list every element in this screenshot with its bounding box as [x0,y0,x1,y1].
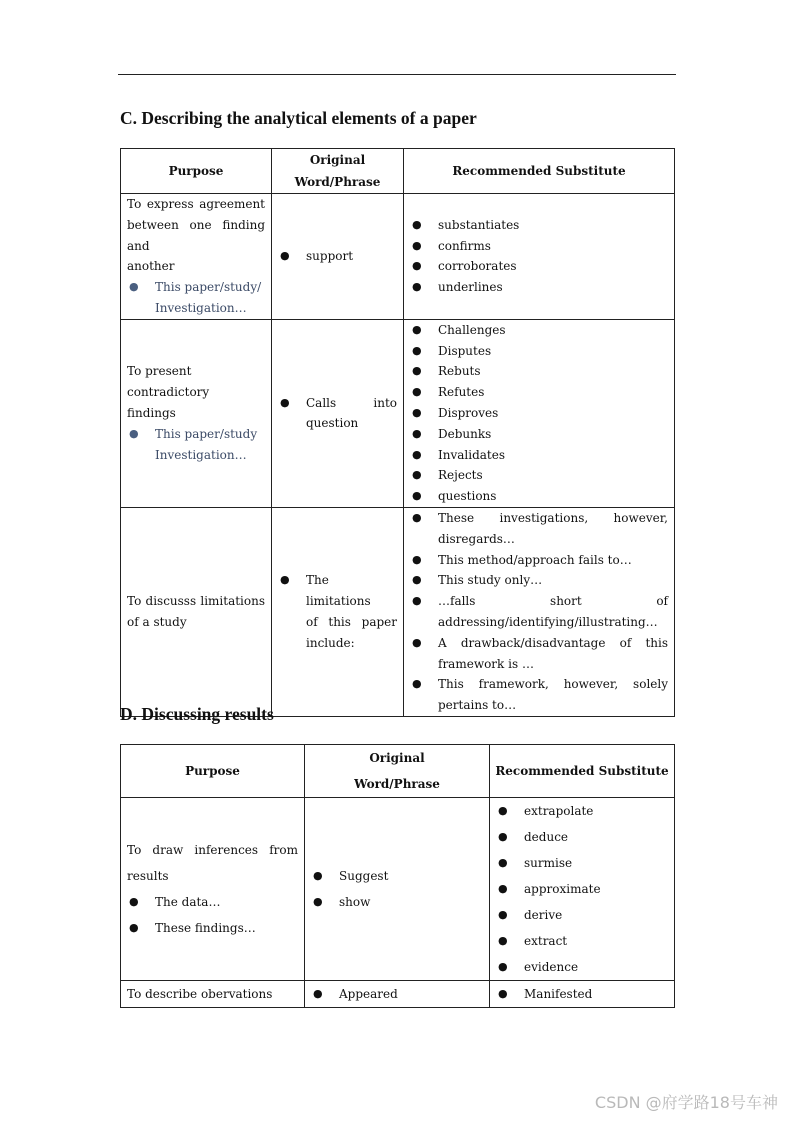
purpose-line: results [127,869,169,883]
substitute-item [410,550,668,571]
header-substitute: Recommended Substitute [490,745,675,798]
substitute-item: ● Challenges [410,320,668,341]
purpose-line: between one finding and [127,217,265,253]
header-original-line2: Word/Phrase [354,777,440,791]
original-item [278,393,397,435]
original-cell [305,981,490,1008]
purpose-example [127,277,265,319]
substitute-item: ● derive [496,902,668,928]
purpose-line: of a study [127,614,187,629]
substitute-line: framework is … [438,656,534,671]
purpose-example-line: Investigation… [155,447,247,462]
substitute-cell [404,507,675,716]
substitute-line: ● This framework, however, solely [438,677,668,692]
substitute-list [496,798,668,980]
section-c-heading: C. Describing the analytical elements of a paper [120,108,477,128]
substitute-cell [404,194,675,320]
table-row [121,194,675,320]
analytical-elements-table [120,148,675,717]
substitute-item: ● approximate [496,876,668,902]
original-item [278,570,397,653]
original-line: of this paper [306,614,397,629]
purpose-cell [121,798,305,981]
page-top-rule [118,74,676,75]
substitute-line: ● This study only… [438,573,543,588]
substitute-cell [404,319,675,507]
discussing-results-table [120,744,675,1008]
original-item: ● show [311,889,483,915]
substitute-item: ● Invalidates [410,445,668,466]
substitute-line: addressing/identifying/illustrating… [438,614,658,629]
substitute-cell [490,981,675,1008]
purpose-line: To discusss limitations [127,594,265,609]
original-list [278,246,397,267]
substitute-item: ● Manifested [496,981,668,1007]
substitute-item: ● Refutes [410,382,668,403]
header-original-line2: Word/Phrase [294,175,381,189]
substitute-line: ● …falls short of [438,594,668,609]
original-list [278,570,397,653]
substitute-item: ● substantiates [410,215,668,236]
substitute-item: ● evidence [496,954,668,980]
purpose-line: To draw inferences from [127,843,298,857]
purpose-example-line: ● This paper/study [155,426,258,441]
table-header-row [121,149,675,194]
original-cell [272,319,404,507]
purpose-cell [121,194,272,320]
header-original-line1: Original [309,153,366,167]
original-cell [305,798,490,981]
substitute-item: ● deduce [496,824,668,850]
substitute-item: ● underlines [410,277,668,298]
substitute-item: ● Rejects [410,465,668,486]
purpose-line: To describe obervations [127,987,273,1001]
table-row [121,507,675,716]
original-line: ● Calls into [306,395,397,410]
purpose-example-line: Investigation… [155,300,247,315]
purpose-example-list [127,277,265,319]
substitute-list [410,320,668,507]
table-row [121,798,675,981]
original-item: ● Suggest [311,863,483,889]
original-list [311,863,483,915]
substitute-item [410,591,668,633]
substitute-item: ● extrapolate [496,798,668,824]
substitute-list [496,981,668,1007]
substitute-item: ● extract [496,928,668,954]
purpose-example: ● The data… [127,889,298,915]
purpose-cell [121,507,272,716]
purpose-example-list [127,889,298,941]
purpose-line: To express agreement [127,197,265,211]
purpose-example-line: ● This paper/study/ [155,280,262,295]
purpose-line: findings [127,405,176,420]
purpose-line: another [127,259,175,274]
substitute-item: ● Disputes [410,341,668,362]
purpose-example-list [127,424,265,466]
substitute-item: ● confirms [410,236,668,257]
table-row [121,319,675,507]
purpose-cell [121,981,305,1008]
original-line: ● The limitations [306,573,371,609]
substitute-item [410,570,668,591]
substitute-item: ● Disproves [410,403,668,424]
substitute-item: ● questions [410,486,668,507]
purpose-cell [121,319,272,507]
header-original [305,745,490,798]
substitute-list [410,508,668,716]
original-cell [272,194,404,320]
original-line: include: [306,635,355,650]
header-substitute: Recommended Substitute [404,149,675,194]
header-purpose: Purpose [121,149,272,194]
original-list [278,393,397,435]
section-d-heading: D. Discussing results [120,704,274,724]
header-original [272,149,404,194]
substitute-line: pertains to… [438,698,517,713]
substitute-line: ● These investigations, however, [438,510,668,525]
header-original-line1: Original [369,751,425,765]
original-line: question [306,416,359,431]
substitute-item: ● corroborates [410,256,668,277]
original-item: ● Appeared [311,981,483,1007]
substitute-item: ● surmise [496,850,668,876]
purpose-line: To present contradictory [127,364,210,400]
substitute-item: ● Rebuts [410,361,668,382]
header-purpose: Purpose [121,745,305,798]
original-list [311,981,483,1007]
purpose-example [127,424,265,466]
substitute-list [410,215,668,298]
purpose-example: ● These findings… [127,915,298,941]
substitute-item [410,674,668,716]
substitute-line: disregards… [438,531,515,546]
substitute-item [410,508,668,550]
original-item: ● support [278,246,397,267]
substitute-cell [490,798,675,981]
table-row [121,981,675,1008]
table-header-row [121,745,675,798]
substitute-item: ● Debunks [410,424,668,445]
original-cell [272,507,404,716]
watermark: CSDN @府学路18号车神 [594,1093,778,1112]
substitute-line: ● A drawback/disadvantage of this [438,635,668,650]
substitute-line: ● This method/approach fails to… [438,552,632,567]
substitute-item [410,633,668,675]
